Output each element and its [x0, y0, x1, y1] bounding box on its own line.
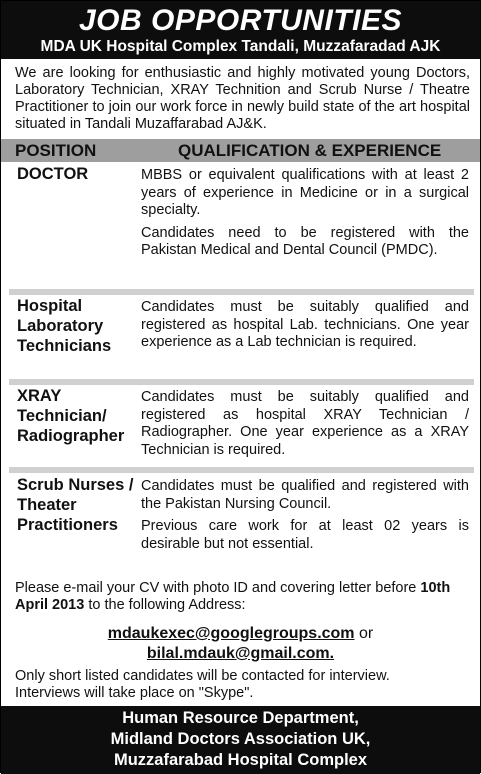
position-row-doctor — [11, 164, 473, 288]
position-qualification — [141, 299, 469, 357]
apply-text: to the following Address: — [84, 597, 246, 613]
application-deadline: 10th April 2013 — [15, 580, 451, 613]
column-header-qualification: QUALIFICATION & EXPERIENCE — [178, 141, 442, 160]
position-row-xray-technician — [11, 386, 473, 466]
row-divider — [9, 289, 474, 295]
position-title: Scrub Nurses / Theater Practitioners — [17, 476, 134, 534]
column-header-position: POSITION — [15, 141, 97, 160]
footer-complex: Muzzafarabad Hospital Complex — [113, 751, 368, 769]
apply-instructions — [15, 580, 471, 614]
position-qualification — [141, 167, 469, 265]
interview-note: Interviews will take place on "Skype". — [15, 685, 254, 701]
email-link-primary[interactable]: mdaukexec@googlegroups.com — [107, 625, 355, 642]
position-title: DOCTOR — [17, 165, 89, 183]
position-row-lab-technician — [11, 296, 473, 379]
email-link-secondary[interactable]: bilal.mdauk@gmail.com. — [146, 645, 335, 662]
position-title: XRAY Technician/ Radiographer — [17, 387, 125, 445]
row-divider — [9, 379, 474, 385]
email-line-1 — [1, 624, 480, 644]
position-qualification — [141, 478, 469, 558]
column-header-bar — [1, 139, 480, 162]
footer-department: Human Resource Department, — [122, 709, 359, 727]
footer-organization: Midland Doctors Association UK, — [110, 730, 371, 748]
shortlist-note: Only short listed candidates will be contacted for interview. — [15, 668, 390, 684]
footer-banner — [1, 706, 480, 774]
qualification-paragraph: MBBS or equivalent qualifications with at least 2 years of experience in Medicine or in a surgical specialty. — [141, 167, 469, 218]
qualification-paragraph: Candidates must be qualified and registered with the Pakistan Nursing Council. — [141, 478, 469, 512]
qualification-paragraph: Candidates need to be registered with the Pakistan Medical and Dental Council (PMDC). — [141, 224, 469, 258]
header-banner — [1, 1, 480, 59]
position-qualification — [141, 389, 469, 464]
apply-text: Please e-mail your CV with photo ID and covering letter before — [15, 580, 421, 596]
row-divider — [9, 467, 474, 473]
position-row-scrub-nurse — [11, 475, 473, 575]
intro-paragraph: We are looking for enthusiastic and highly motivated young Doctors, Laboratory Technician, XRAY Technition and Scrub Nurse / Theatre Practitioner to join our work force in newly build state of the art hospital situated in Tandali Muzaffarabad AJ&K. — [15, 65, 470, 132]
position-title: Hospital Laboratory Technicians — [17, 297, 112, 355]
qualification-paragraph: Previous care work for at least 02 years is desirable but not essential. — [141, 518, 469, 552]
email-line-2 — [1, 644, 480, 664]
email-or-text: or — [358, 625, 374, 642]
page-title: JOB OPPORTUNITIES — [78, 4, 402, 37]
qualification-paragraph: Candidates must be suitably qualified and registered as hospital XRAY Technician / Radiographer. One year experience as a XRAY Technician is required. — [141, 389, 469, 458]
page-subtitle: MDA UK Hospital Complex Tandali, Muzzafaradad AJK — [40, 38, 441, 55]
qualification-paragraph: Candidates must be suitably qualified and registered as hospital Lab. technicians. One year experience as a Lab technician is required. — [141, 299, 469, 350]
